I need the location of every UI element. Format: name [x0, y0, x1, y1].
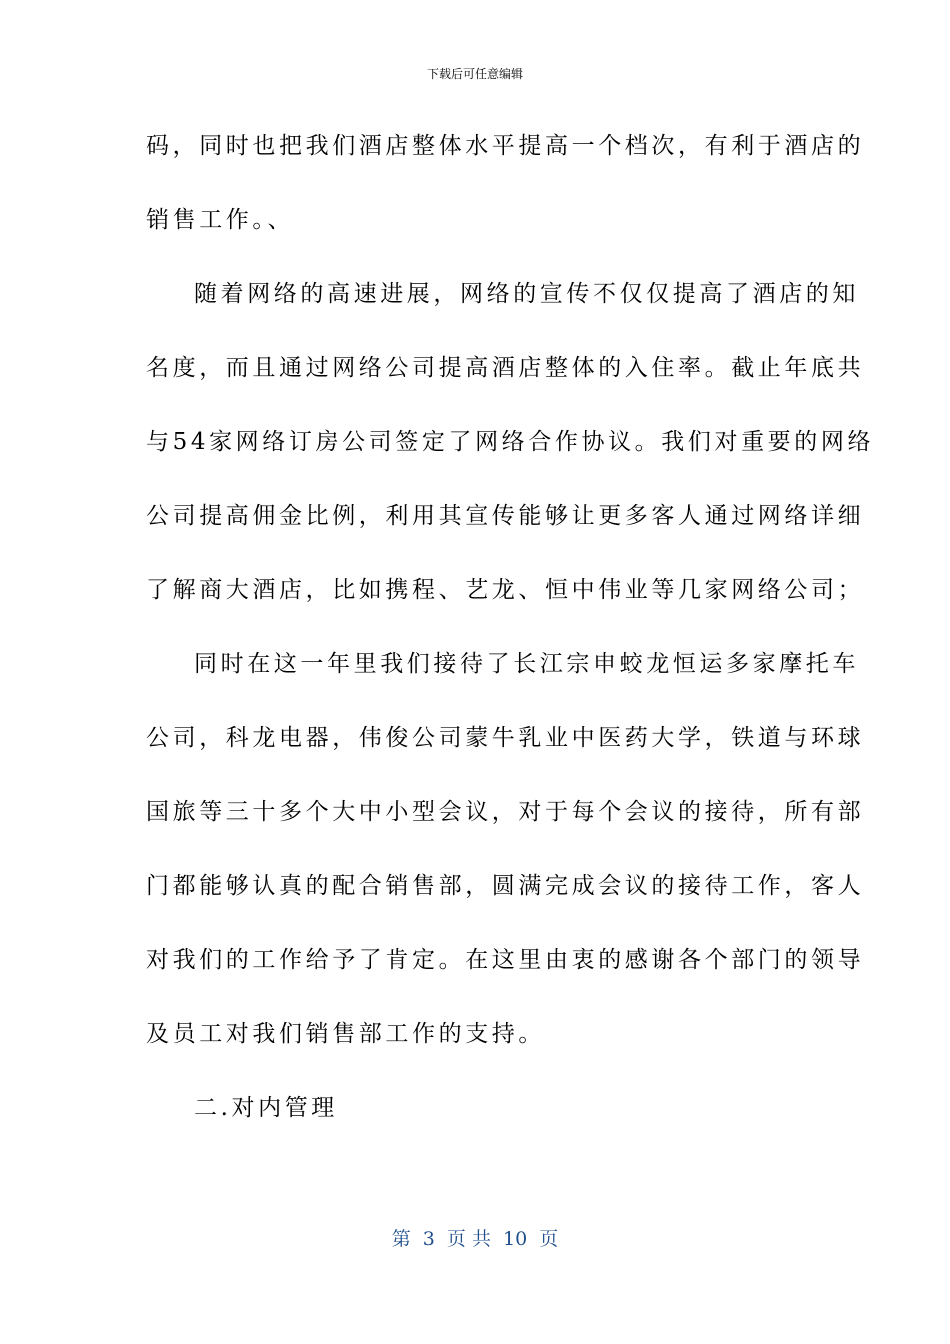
text-line: 销售工作。、 [146, 207, 295, 233]
paragraph-start-line: 同时在这一年里我们接待了长江宗申蛟龙恒运多家摩托车 [194, 651, 859, 677]
page-header: 下载后可任意编辑 [426, 67, 523, 81]
text-line: 公司提高佣金比例，利用其宣传能够让更多客人通过网络详细 [146, 503, 865, 529]
text-line: 门都能够认真的配合销售部，圆满完成会议的接待工作，客人 [146, 873, 865, 899]
text-line: 码，同时也把我们酒店整体水平提高一个档次，有利于酒店的 [146, 133, 865, 159]
text-line: 公司，科龙电器，伟俊公司蒙牛乳业中医药大学，铁道与环球 [146, 725, 865, 751]
text-line: 与54家网络订房公司签定了网络合作协议。我们对重要的网络 [146, 429, 875, 455]
document-body [146, 127, 875, 1163]
text-line: 名度，而且通过网络公司提高酒店整体的入住率。截止年底共 [146, 355, 865, 381]
text-line: 国旅等三十多个大中小型会议，对于每个会议的接待，所有部 [146, 799, 865, 825]
text-line: 了解商大酒店，比如携程、艺龙、恒中伟业等几家网络公司； [146, 577, 865, 603]
page-number-footer: 第 3 页 共 10 页 [391, 1228, 559, 1250]
section-heading: 二.对内管理 [194, 1095, 338, 1121]
text-line: 及员工对我们销售部工作的支持。 [146, 1021, 545, 1047]
text-line: 对我们的工作给予了肯定。在这里由衷的感谢各个部门的领导 [146, 947, 865, 973]
paragraph-start-line: 随着网络的高速进展，网络的宣传不仅仅提高了酒店的知 [194, 281, 859, 307]
